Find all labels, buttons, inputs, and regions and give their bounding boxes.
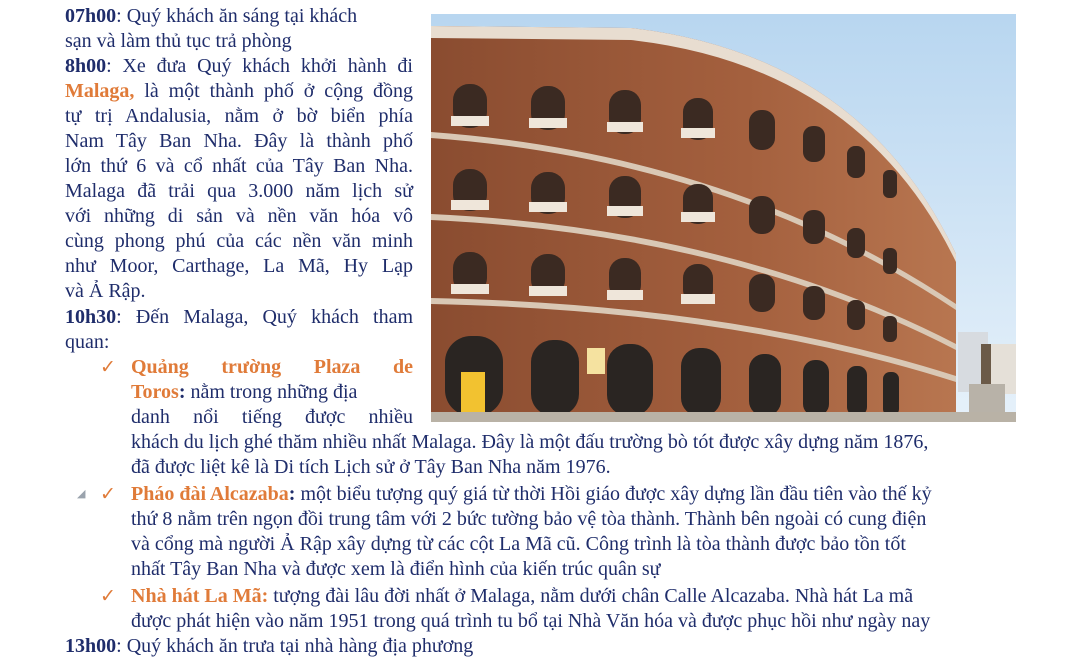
schedule-1300-line: 13h00: Quý khách ăn trưa tại nhà hàng địa phương	[65, 635, 474, 657]
item1-text-1: nằm trong những địa	[190, 381, 358, 403]
item2-text-2: thứ 8 nằm trên ngọn đồi trung tâm với 2 bức tường bảo vệ tòa thành. Thành bên ngoài có cung điện	[131, 508, 927, 530]
item3-title: Nhà hát La Mã:	[131, 585, 269, 607]
city-malaga: Malaga,	[65, 80, 135, 102]
collapse-triangle-icon[interactable]: ◢	[77, 488, 86, 500]
p2-text-7: với những di sản và nền văn hóa vô	[65, 205, 413, 227]
p2-text-1: Xe đưa Quý khách khởi hành đi	[122, 55, 413, 77]
item3-line-1	[131, 584, 913, 609]
item2-text-4: nhất Tây Ban Nha và được xem là điển hình của kiến trúc quân sự	[131, 558, 661, 580]
p2-text-3: tự trị Andalusia, nằm ở bờ biển phía	[65, 105, 413, 127]
p2-text-4: Nam Tây Ban Nha. Đây là thành phố	[65, 130, 413, 152]
check-mark-icon: ✓	[100, 484, 116, 505]
p2-text-9: như Moor, Carthage, La Mã, Hy Lạp	[65, 255, 413, 277]
schedule-1030-line-1: 10h30: Đến Malaga, Quý khách tham	[65, 306, 414, 328]
p1-text-1: Quý khách ăn sáng tại khách	[126, 5, 358, 27]
item2-title: Pháo đài Alcazaba	[131, 483, 289, 505]
time-0700: 07h00	[65, 5, 117, 27]
item2-line-1: Pháo đài Alcazaba: một biểu tượng quý giá từ thời Hồi giáo được xây dựng lần đầu tiên vào thế kỷ	[131, 483, 932, 505]
item1-text-4: đã được liệt kê là Di tích Lịch sử ở Tây Ban Nha năm 1976.	[131, 456, 611, 478]
p3-text-2: quan:	[65, 331, 110, 353]
time-1030: 10h30	[65, 306, 117, 328]
schedule-0800-line-1: 8h00: Xe đưa Quý khách khởi hành đi	[65, 55, 413, 77]
item1-title-toros: Toros	[131, 381, 179, 403]
schedule-0800-line-2	[65, 79, 413, 104]
item3-text-2: được phát hiện vào năm 1951 trong quá trình tu bổ tại Nhà Văn hóa và được phục hồi như ngày nay	[131, 610, 931, 632]
check-mark-icon: ✓	[100, 586, 116, 607]
p2-text-2: là một thành phố ở cộng đồng	[144, 80, 413, 102]
bullring-photo	[431, 14, 1016, 422]
item2-text-3: và cổng mà người Ả Rập xây dựng từ các cột La Mã cũ. Công trình là tòa thành được bảo tồn tốt	[131, 533, 906, 555]
item1-text-3: khách du lịch ghé thăm nhiều nhất Malaga. Đây là một đấu trường bò tót được xây dựng năm 1876,	[131, 431, 929, 453]
schedule-0700-line-2: sạn và làm thủ tục trả phòng	[65, 30, 292, 52]
item1-text-2: danh nổi tiếng được nhiều	[131, 406, 413, 428]
p4-text: Quý khách ăn trưa tại nhà hàng địa phương	[126, 635, 474, 657]
p3-text-1: Đến Malaga, Quý khách tham	[135, 306, 414, 328]
item1-title-line: Quảng trường Plaza de	[131, 356, 413, 378]
check-mark-icon: ✓	[100, 357, 116, 378]
schedule-0700-line-1: 07h00: Quý khách ăn sáng tại khách	[65, 5, 358, 27]
item3-text-1: tượng đài lâu đời nhất ở Malaga, nằm dưới chân Calle Alcazaba. Nhà hát La mã	[273, 585, 914, 607]
item2-text-1: một biểu tượng quý giá từ thời Hồi giáo được xây dựng lần đầu tiên vào thế kỷ	[300, 483, 932, 505]
time-0800: 8h00	[65, 55, 107, 77]
item1-line-2: Toros: nằm trong những địa	[131, 381, 358, 403]
p2-text-10: và Ả Rập.	[65, 280, 146, 302]
p2-text-8: cùng phong phú của các nền văn minh	[65, 230, 413, 252]
p2-text-5: lớn thứ 6 và cổ nhất của Tây Ban Nha.	[65, 155, 413, 177]
time-1300: 13h00	[65, 635, 117, 657]
p2-text-6: Malaga đã trải qua 3.000 năm lịch sử	[65, 180, 413, 202]
